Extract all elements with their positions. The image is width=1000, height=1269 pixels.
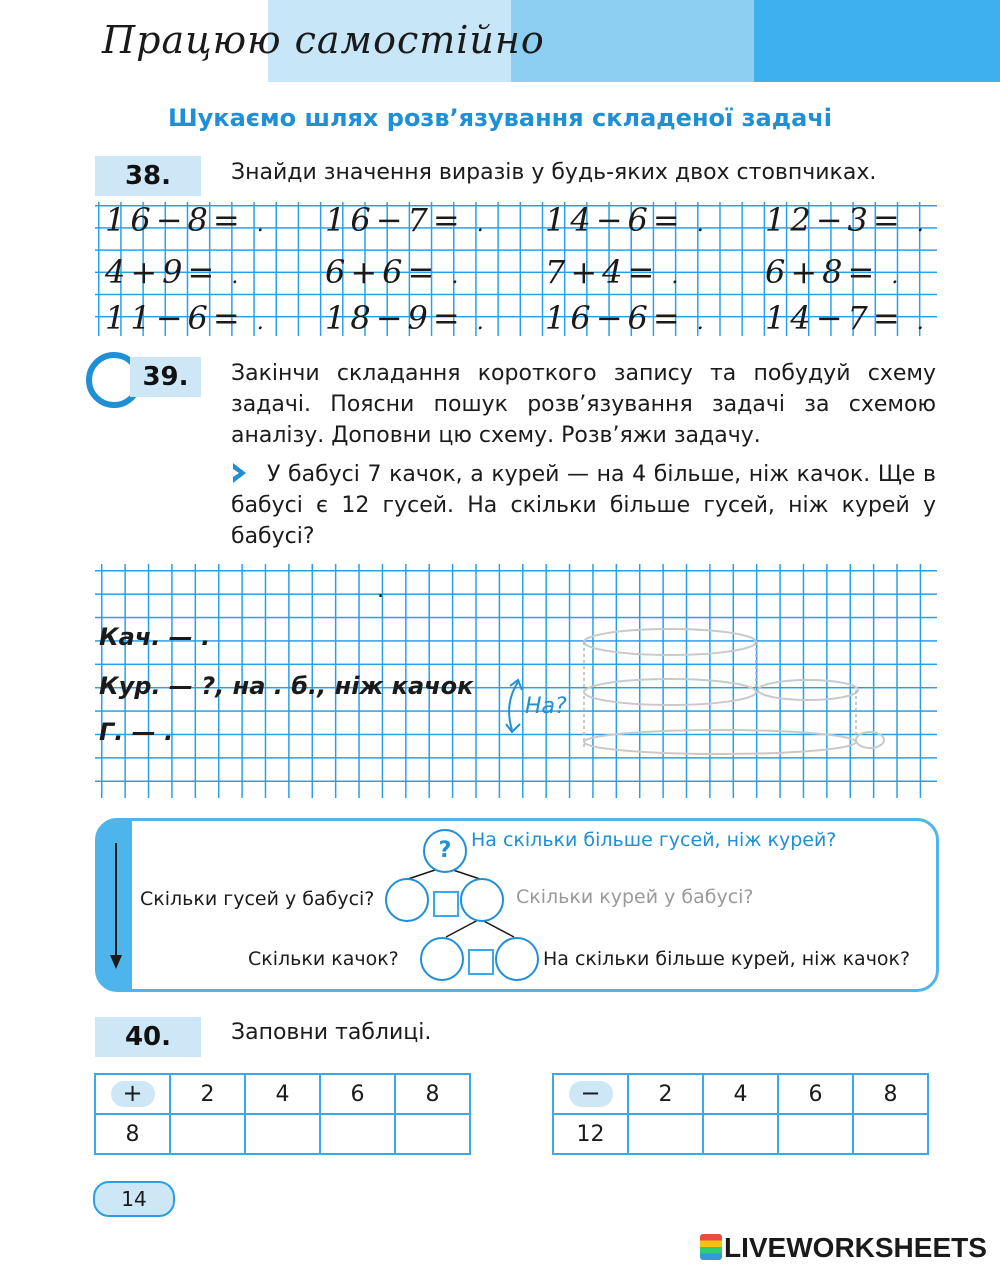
- expression-text: 16−7=: [325, 201, 465, 239]
- logo-icon: [700, 1234, 722, 1260]
- answer-slot[interactable]: .: [439, 264, 464, 289]
- expression-text: 4+9=: [105, 253, 220, 291]
- answer-slot[interactable]: .: [464, 212, 489, 237]
- scheme-operation-box[interactable]: [433, 891, 459, 917]
- expression-text: 12−3=: [765, 201, 905, 239]
- answer-slot[interactable]: .: [684, 310, 709, 335]
- scheme-circle-right[interactable]: [460, 878, 504, 922]
- analysis-scheme: [95, 818, 939, 992]
- subtraction-table: [552, 1073, 929, 1155]
- task-39-text: Закінчи складання короткого запису та побудуй схему задачі. Поясни пошук розв’язування задачі за схемою аналізу. Доповни цю схему. Розв’яжи задачу.: [231, 361, 936, 448]
- answer-slot[interactable]: .: [244, 310, 269, 335]
- answer-cell[interactable]: [395, 1114, 470, 1154]
- expression: [105, 201, 269, 239]
- expression: [545, 253, 683, 291]
- expression: [765, 299, 929, 337]
- dot-mark: .: [377, 578, 384, 603]
- answer-slot[interactable]: .: [904, 310, 929, 335]
- diagram-label: На?: [525, 694, 567, 719]
- table-header-cell: 6: [778, 1074, 853, 1114]
- expression-text: 16−6=: [545, 299, 685, 337]
- addition-table: [94, 1073, 471, 1155]
- answer-slot[interactable]: .: [464, 310, 489, 335]
- scheme-right-question: Скільки курей у бабусі?: [516, 886, 754, 908]
- scheme-bottom-right-question: На скільки більше курей, ніж качок?: [543, 948, 911, 970]
- scheme-circle-left[interactable]: [385, 878, 429, 922]
- expression: [105, 253, 243, 291]
- answer-slot[interactable]: .: [879, 264, 904, 289]
- scheme-operation-box[interactable]: [468, 949, 494, 975]
- answer-slot[interactable]: .: [244, 212, 269, 237]
- table-row-label: 12: [553, 1114, 628, 1154]
- expression: [545, 299, 709, 337]
- expression-text: 7+4=: [545, 253, 660, 291]
- expression-text: 16−8=: [105, 201, 245, 239]
- record-line-geese: Г. — .: [99, 718, 174, 746]
- answer-slot[interactable]: .: [684, 212, 709, 237]
- record-line-hens: Кур. — ?, на . б., ніж качок: [99, 672, 474, 700]
- scheme-circle-bottom-right[interactable]: [495, 937, 539, 981]
- scheme-top-question: На скільки більше гусей, ніж курей?: [471, 829, 837, 851]
- logo-text: LIVEWORKSHEETS: [724, 1232, 987, 1263]
- answer-cell[interactable]: [778, 1114, 853, 1154]
- segment-diagram: [500, 620, 900, 764]
- answer-cell[interactable]: [628, 1114, 703, 1154]
- liveworksheets-logo: [700, 1232, 987, 1264]
- answer-cell[interactable]: [853, 1114, 928, 1154]
- task-number-39: 39.: [130, 357, 201, 397]
- expression-text: 14−7=: [765, 299, 905, 337]
- header-band-segment: [754, 0, 1000, 82]
- scheme-circle-top: ?: [423, 829, 467, 873]
- answer-slot[interactable]: .: [659, 264, 684, 289]
- expression: [325, 253, 463, 291]
- table-op-cell: [95, 1074, 170, 1114]
- minus-sign: −: [569, 1081, 613, 1107]
- table-header-cell: 8: [853, 1074, 928, 1114]
- expression: [105, 299, 269, 337]
- scheme-circle-bottom-left[interactable]: [420, 937, 464, 981]
- scheme-left-question: Скільки гусей у бабусі?: [140, 888, 375, 910]
- table-row-label: 8: [95, 1114, 170, 1154]
- task-number-38: 38.: [95, 156, 201, 196]
- table-header-cell: 4: [245, 1074, 320, 1114]
- task-40-text: Заповни таблиці.: [231, 1020, 432, 1045]
- expression-text: 18−9=: [325, 299, 465, 337]
- answer-slot[interactable]: .: [904, 212, 929, 237]
- expression-text: 14−6=: [545, 201, 685, 239]
- table-op-cell: [553, 1074, 628, 1114]
- scheme-bottom-left-question: Скільки качок?: [248, 948, 399, 970]
- record-line-ducks: Кач. — .: [99, 623, 211, 651]
- expression: [325, 299, 489, 337]
- expression-text: 6+8=: [765, 253, 880, 291]
- expression: [325, 201, 489, 239]
- expression: [765, 253, 903, 291]
- header-band: [0, 0, 1000, 82]
- expression: [545, 201, 709, 239]
- table-header-cell: 4: [703, 1074, 778, 1114]
- answer-cell[interactable]: [245, 1114, 320, 1154]
- page-number: 14: [93, 1181, 175, 1217]
- answer-cell[interactable]: [170, 1114, 245, 1154]
- expression-text: 6+6=: [325, 253, 440, 291]
- page-subtitle: Шукаємо шлях розв’язування складеної задачі: [167, 104, 833, 132]
- expression-text: 11−6=: [105, 299, 245, 337]
- header-title: Працюю самостійно: [102, 18, 545, 62]
- plus-sign: +: [111, 1081, 155, 1107]
- table-header-cell: 8: [395, 1074, 470, 1114]
- expression: [765, 201, 929, 239]
- task-38-text: Знайди значення виразів у будь-яких двох стовпчиках.: [231, 160, 877, 185]
- table-header-cell: 2: [628, 1074, 703, 1114]
- table-header-cell: 6: [320, 1074, 395, 1114]
- task-39-problem: У бабусі 7 качок, а курей — на 4 більше, ніж качок. Ще в бабусі є 12 гусей. На скільки більше гусей, ніж курей у бабусі?: [231, 462, 936, 549]
- table-header-cell: 2: [170, 1074, 245, 1114]
- task-number-40: 40.: [95, 1017, 201, 1057]
- header-band-segment: [511, 0, 754, 82]
- answer-slot[interactable]: .: [219, 264, 244, 289]
- answer-cell[interactable]: [320, 1114, 395, 1154]
- answer-cell[interactable]: [703, 1114, 778, 1154]
